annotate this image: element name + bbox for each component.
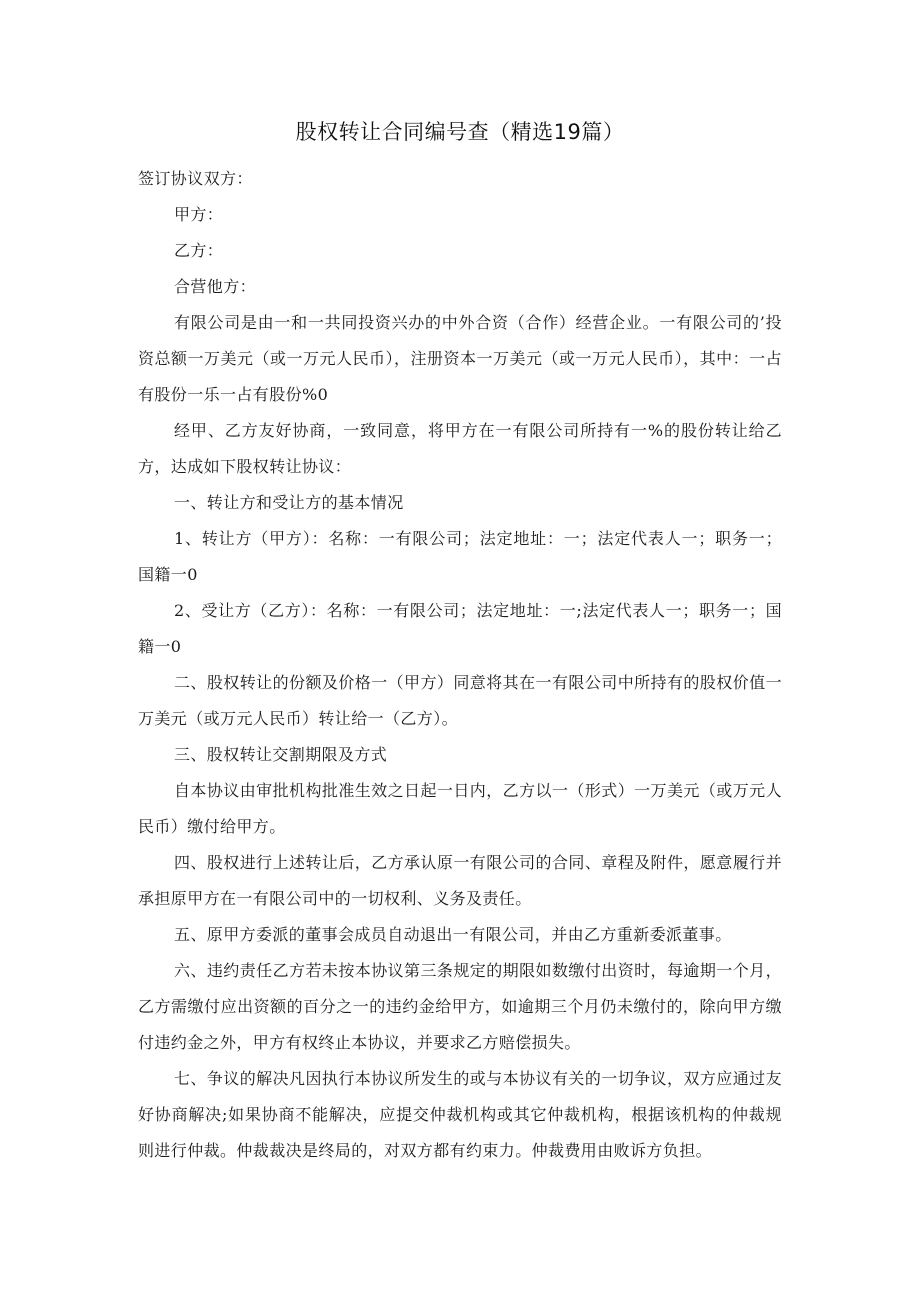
paragraph-other-party: 合营他方： — [174, 277, 257, 296]
paragraph-delivery-terms: 自本协议由审批机构批准生效之日起一日内，乙方以一（形式）一万美元（或万元人民币）缴付给甲方。 — [138, 781, 782, 836]
paragraph-party-a: 甲方： — [174, 205, 224, 224]
paragraph-agreement-intro: 经甲、乙方友好协商，一致同意，将甲方在一有限公司所持有一%的股份转让给乙方，达成如下股权转让协议： — [138, 421, 782, 476]
paragraph-share-price: 二、股权转让的份额及价格一（甲方）同意将其在一有限公司中所持有的股权价值一万美元（或万元人民币）转让给一（乙方）。 — [138, 673, 782, 728]
paragraph-transferor: 1、转让方（甲方）：名称：一有限公司；法定地址：一；法定代表人一；职务一；国籍一0 — [138, 529, 782, 584]
paragraph-dispute: 七、争议的解决凡因执行本协议所发生的或与本协议有关的一切争议，双方应通过友好协商解决;如果协商不能解决，应提交仲裁机构或其它仲裁机构，根据该机构的仲裁规则进行仲裁。仲裁裁决是终局的，对双方都有约束力。仲裁费用由败诉方负担。 — [138, 1069, 782, 1160]
paragraph-company-intro: 有限公司是由一和一共同投资兴办的中外合资（合作）经营企业。一有限公司的’投资总额一万美元（或一万元人民币），注册资本一万美元（或一万元人民币），其中：一占有股份一乐一占有股份%0 — [138, 313, 782, 404]
paragraph-transferee: 2、受让方（乙方）：名称：一有限公司；法定地址：一;法定代表人一；职务一；国籍一0 — [138, 601, 782, 656]
paragraph-obligations: 四、股权进行上述转让后，乙方承认原一有限公司的合同、章程及附件，愿意履行并承担原甲方在一有限公司中的一切权利、义务及责任。 — [138, 853, 782, 908]
section-heading-delivery: 三、股权转让交割期限及方式 — [174, 745, 388, 764]
paragraph-signing-parties: 签订协议双方： — [138, 169, 253, 188]
paragraph-board-members: 五、原甲方委派的董事会成员自动退出一有限公司，并由乙方重新委派董事。 — [174, 925, 732, 944]
paragraph-liability: 六、违约责任乙方若未按本协议第三条规定的期限如数缴付出资时，每逾期一个月，乙方需缴付应出资额的百分之一的违约金给甲方，如逾期三个月仍未缴付的，除向甲方缴付违约金之外，甲方有权终止本协议，并要求乙方赔偿损失。 — [138, 961, 782, 1052]
section-heading-basic-info: 一、转让方和受让方的基本情况 — [174, 493, 404, 512]
paragraph-party-b: 乙方： — [174, 241, 224, 260]
document-body — [138, 161, 782, 1169]
document-title: 股权转让合同编号查（精选19篇） — [295, 120, 625, 144]
